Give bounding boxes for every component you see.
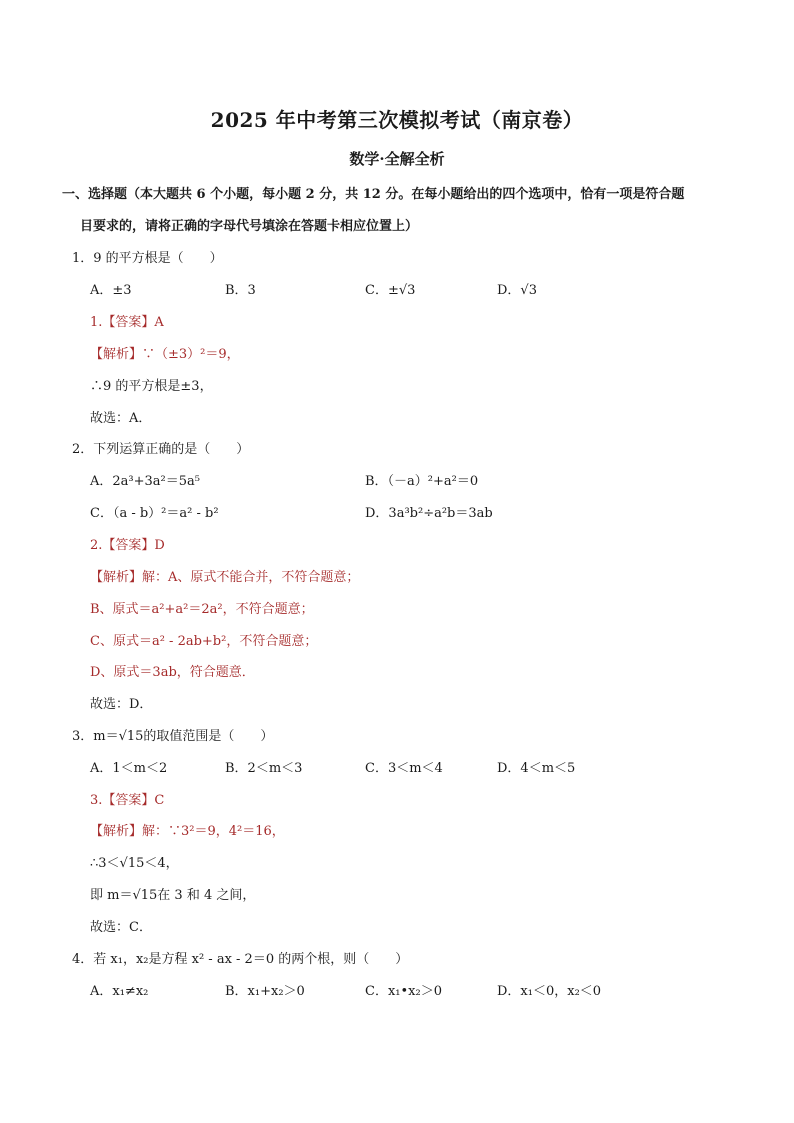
section-heading-line-1: 一、选择题（本大题共 6 个小题，每小题 2 分，共 12 分。在每小题给出的四个选项中，恰有一项是符合题: [62, 187, 685, 202]
q3-analysis-2: ∴3＜√15＜4，: [90, 856, 179, 871]
q1-option-c: C．±√3: [365, 283, 416, 298]
q2-option-a: A．2a³+3a²＝5a⁵: [90, 474, 200, 489]
q2-stem: 2．下列运算正确的是（ ）: [72, 442, 250, 457]
q2-analysis-3: C、原式＝a² - 2ab+b²，不符合题意；: [90, 634, 318, 649]
q3-analysis-4: 故选：C．: [90, 920, 152, 935]
q2-analysis-5: 故选：D．: [90, 697, 153, 712]
q2-analysis-1: 【解析】解：A、原式不能合并，不符合题意；: [90, 570, 360, 585]
document-subtitle: 数学·全解全析: [349, 150, 445, 168]
q2-answer: 2.【答案】D: [90, 538, 165, 553]
q4-option-c: C．x₁•x₂＞0: [365, 984, 442, 999]
q1-option-a: A．±3: [90, 283, 132, 298]
document-title: 2025 年中考第三次模拟考试（南京卷）: [210, 108, 584, 132]
q3-analysis-1: 【解析】解：∵3²＝9，4²＝16，: [90, 824, 285, 839]
q4-option-d: D．x₁＜0，x₂＜0: [497, 984, 602, 999]
q1-analysis-3: 故选：A．: [90, 411, 152, 426]
q4-option-a: A．x₁≠x₂: [90, 984, 149, 999]
q2-option-c: C．（a - b）²＝a² - b²: [90, 506, 219, 521]
q1-option-d: D．√3: [497, 283, 537, 298]
q1-answer: 1.【答案】A: [90, 315, 164, 330]
q3-stem: 3．m＝√15的取值范围是（ ）: [72, 729, 274, 744]
section-heading-line-2: 目要求的，请将正确的字母代号填涂在答题卡相应位置上）: [80, 219, 419, 234]
q3-answer: 3.【答案】C: [90, 793, 165, 808]
q2-option-d: D．3a³b²÷a²b＝3ab: [365, 506, 493, 521]
q3-analysis-3: 即 m＝√15在 3 和 4 之间，: [90, 888, 256, 903]
q3-option-d: D．4＜m＜5: [497, 761, 576, 776]
q3-option-a: A．1＜m＜2: [90, 761, 168, 776]
q3-option-b: B．2＜m＜3: [225, 761, 303, 776]
q2-analysis-4: D、原式＝3ab，符合题意．: [90, 665, 255, 680]
q1-option-b: B．3: [225, 283, 256, 298]
q3-option-c: C．3＜m＜4: [365, 761, 443, 776]
q4-stem: 4．若 x₁，x₂是方程 x² - ax - 2＝0 的两个根，则（ ）: [72, 952, 409, 967]
q4-option-b: B．x₁+x₂＞0: [225, 984, 305, 999]
q1-analysis-2: ∴9 的平方根是±3，: [90, 379, 213, 394]
q2-option-b: B．（－a）²+a²＝0: [365, 474, 479, 489]
q2-analysis-2: B、原式＝a²+a²＝2a²，不符合题意；: [90, 602, 314, 617]
q1-stem: 1．9 的平方根是（ ）: [72, 251, 223, 266]
q1-analysis-1: 【解析】∵（±3）²＝9，: [90, 347, 240, 362]
